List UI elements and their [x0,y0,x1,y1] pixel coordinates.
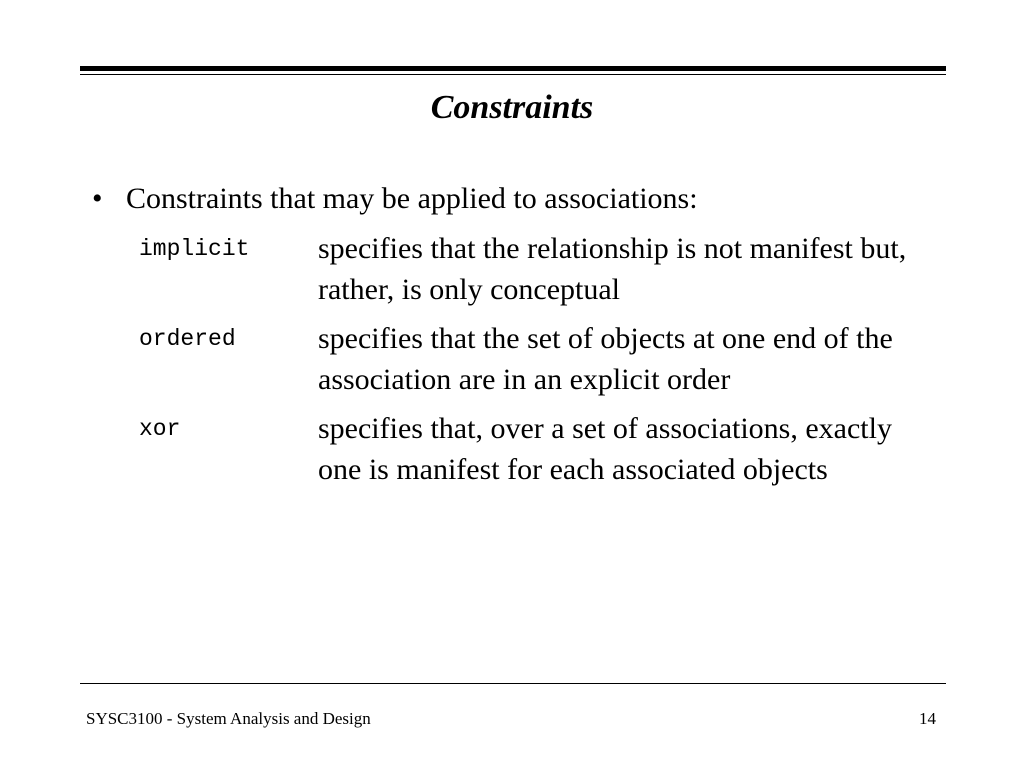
term-implicit: implicit [139,236,250,262]
description-xor: specifies that, over a set of associations, exactly one is manifest for each associated objects [318,412,892,486]
description-implicit: specifies that the relationship is not manifest but, rather, is only conceptual [318,232,907,306]
bullet-text: Constraints that may be applied to associations: [126,182,698,215]
term-ordered: ordered [139,326,236,352]
footer-course-title: SYSC3100 - System Analysis and Design [86,709,371,728]
slide-title: Constraints [430,89,594,126]
header-rule-thin [80,74,946,75]
footer-rule [80,683,946,684]
footer-page-number: 14 [919,709,936,728]
description-ordered: specifies that the set of objects at one end of the association are in an explicit order [318,322,893,396]
term-xor: xor [139,416,181,442]
bullet-marker: • [92,182,103,215]
header-rule-thick [80,66,946,71]
